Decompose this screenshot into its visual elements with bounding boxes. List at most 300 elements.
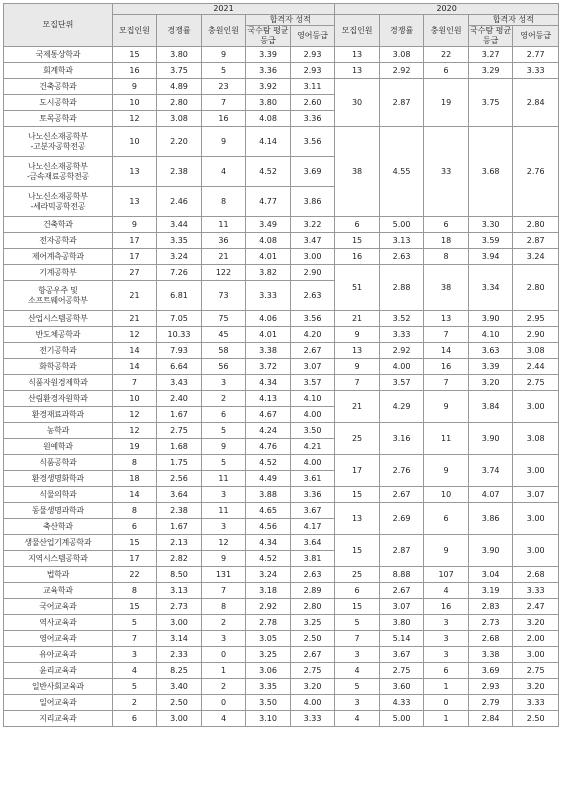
- cell-2021-quota: 12: [112, 111, 157, 127]
- cell-2021-english: 4.21: [290, 439, 335, 455]
- cell-2021-quota: 8: [112, 455, 157, 471]
- cell-2020-english: 3.20: [513, 679, 559, 695]
- cell-2021-quota: 17: [112, 233, 157, 249]
- cell-2020-quota: 13: [335, 47, 380, 63]
- cell-2021-csat: 4.67: [246, 407, 291, 423]
- cell-2020-quota: 13: [335, 63, 380, 79]
- table-row: [4, 711, 559, 727]
- cell-2020-english: 2.75: [513, 375, 559, 391]
- header-quota-2020: 모집인원: [335, 15, 380, 47]
- cell-2021-competition: 3.13: [157, 583, 202, 599]
- cell-2020-english: 3.00: [513, 391, 559, 423]
- cell-2021-competition: 6.64: [157, 359, 202, 375]
- dept-name: 나노신소재공학부 -세라믹공학전공: [4, 187, 113, 217]
- dept-name: 축산학과: [4, 519, 113, 535]
- cell-2021-extra: 3: [201, 519, 246, 535]
- cell-2020-english: 3.07: [513, 487, 559, 503]
- cell-2020-extra: 107: [424, 567, 469, 583]
- cell-2021-quota: 17: [112, 249, 157, 265]
- cell-2021-english: 3.36: [290, 487, 335, 503]
- cell-2020-quota: 38: [335, 127, 380, 217]
- cell-2021-extra: 75: [201, 311, 246, 327]
- cell-2021-extra: 21: [201, 249, 246, 265]
- cell-2020-competition: 3.33: [379, 327, 424, 343]
- cell-2021-csat: 3.36: [246, 63, 291, 79]
- dept-name: 지역시스템공학과: [4, 551, 113, 567]
- dept-name: 반도체공학과: [4, 327, 113, 343]
- cell-2020-extra: 0: [424, 695, 469, 711]
- cell-2021-competition: 7.05: [157, 311, 202, 327]
- cell-2020-english: 2.76: [513, 127, 559, 217]
- cell-2021-extra: 3: [201, 487, 246, 503]
- dept-name: 생물산업기계공학과: [4, 535, 113, 551]
- cell-2021-extra: 16: [201, 111, 246, 127]
- cell-2020-extra: 1: [424, 679, 469, 695]
- table-row: [4, 695, 559, 711]
- cell-2020-competition: 3.08: [379, 47, 424, 63]
- dept-name: 전자공학과: [4, 233, 113, 249]
- table-row: [4, 375, 559, 391]
- cell-2021-quota: 2: [112, 695, 157, 711]
- cell-2020-quota: 21: [335, 391, 380, 423]
- cell-2020-english: 2.50: [513, 711, 559, 727]
- cell-2020-extra: 38: [424, 265, 469, 311]
- cell-2021-competition: 1.67: [157, 407, 202, 423]
- dept-name: 국어교육과: [4, 599, 113, 615]
- cell-2020-extra: 22: [424, 47, 469, 63]
- cell-2020-competition: 4.55: [379, 127, 424, 217]
- cell-2021-quota: 6: [112, 519, 157, 535]
- cell-2020-csat: 3.68: [468, 127, 513, 217]
- cell-2021-english: 3.07: [290, 359, 335, 375]
- admissions-table: [3, 3, 559, 727]
- cell-2020-csat: 3.27: [468, 47, 513, 63]
- cell-2021-quota: 21: [112, 281, 157, 311]
- cell-2021-quota: 7: [112, 375, 157, 391]
- cell-2020-competition: 4.33: [379, 695, 424, 711]
- cell-2021-competition: 2.82: [157, 551, 202, 567]
- cell-2021-competition: 2.38: [157, 503, 202, 519]
- cell-2021-english: 2.67: [290, 647, 335, 663]
- cell-2021-quota: 19: [112, 439, 157, 455]
- cell-2021-csat: 3.06: [246, 663, 291, 679]
- cell-2020-quota: 13: [335, 503, 380, 535]
- header-extra-2020: 충원인원: [424, 15, 469, 47]
- cell-2021-csat: 4.24: [246, 423, 291, 439]
- cell-2020-csat: 3.20: [468, 375, 513, 391]
- cell-2021-english: 3.36: [290, 111, 335, 127]
- cell-2020-extra: 3: [424, 615, 469, 631]
- dept-name: 식품공학과: [4, 455, 113, 471]
- cell-2020-english: 2.90: [513, 327, 559, 343]
- cell-2021-quota: 12: [112, 423, 157, 439]
- cell-2021-csat: 4.49: [246, 471, 291, 487]
- cell-2021-english: 3.20: [290, 679, 335, 695]
- cell-2020-extra: 19: [424, 79, 469, 127]
- table-row: [4, 63, 559, 79]
- cell-2021-english: 3.67: [290, 503, 335, 519]
- cell-2020-competition: 2.67: [379, 583, 424, 599]
- cell-2020-quota: 9: [335, 359, 380, 375]
- cell-2021-english: 4.10: [290, 391, 335, 407]
- cell-2020-quota: 15: [335, 487, 380, 503]
- cell-2021-extra: 131: [201, 567, 246, 583]
- cell-2020-extra: 7: [424, 327, 469, 343]
- cell-2020-quota: 6: [335, 583, 380, 599]
- cell-2021-extra: 5: [201, 455, 246, 471]
- cell-2021-competition: 1.67: [157, 519, 202, 535]
- dept-name: 나노신소재공학부 -금속재료공학전공: [4, 157, 113, 187]
- cell-2021-english: 2.75: [290, 663, 335, 679]
- dept-name: 원예학과: [4, 439, 113, 455]
- cell-2020-competition: 5.14: [379, 631, 424, 647]
- cell-2021-quota: 10: [112, 95, 157, 111]
- cell-2021-extra: 5: [201, 63, 246, 79]
- table-row: [4, 249, 559, 265]
- cell-2020-competition: 2.92: [379, 63, 424, 79]
- cell-2021-extra: 56: [201, 359, 246, 375]
- dept-name: 산업시스템공학부: [4, 311, 113, 327]
- cell-2021-csat: 4.56: [246, 519, 291, 535]
- cell-2020-quota: 51: [335, 265, 380, 311]
- cell-2021-extra: 8: [201, 599, 246, 615]
- cell-2021-english: 4.17: [290, 519, 335, 535]
- cell-2021-competition: 2.56: [157, 471, 202, 487]
- cell-2020-competition: 3.52: [379, 311, 424, 327]
- cell-2021-extra: 1: [201, 663, 246, 679]
- cell-2021-competition: 3.43: [157, 375, 202, 391]
- table-row: [4, 265, 559, 281]
- cell-2020-english: 3.20: [513, 615, 559, 631]
- cell-2021-csat: 4.08: [246, 233, 291, 249]
- cell-2021-extra: 9: [201, 439, 246, 455]
- cell-2021-english: 2.50: [290, 631, 335, 647]
- cell-2020-csat: 3.63: [468, 343, 513, 359]
- dept-name: 화학공학과: [4, 359, 113, 375]
- dept-name: 윤리교육과: [4, 663, 113, 679]
- cell-2021-extra: 122: [201, 265, 246, 281]
- cell-2021-csat: 3.88: [246, 487, 291, 503]
- cell-2021-quota: 9: [112, 217, 157, 233]
- cell-2020-english: 2.80: [513, 265, 559, 311]
- cell-2021-quota: 8: [112, 503, 157, 519]
- cell-2020-extra: 33: [424, 127, 469, 217]
- cell-2020-extra: 7: [424, 375, 469, 391]
- cell-2021-extra: 9: [201, 47, 246, 63]
- table-row: [4, 455, 559, 471]
- dept-name: 항공우주 및 소프트웨어공학부: [4, 281, 113, 311]
- table-row: [4, 567, 559, 583]
- cell-2021-english: 3.61: [290, 471, 335, 487]
- dept-name: 나노신소재공학부 -고분자공학전공: [4, 127, 113, 157]
- cell-2020-competition: 2.75: [379, 663, 424, 679]
- cell-2021-quota: 7: [112, 631, 157, 647]
- dept-name: 교육학과: [4, 583, 113, 599]
- cell-2021-quota: 14: [112, 487, 157, 503]
- cell-2021-extra: 11: [201, 471, 246, 487]
- cell-2021-extra: 3: [201, 631, 246, 647]
- cell-2020-english: 3.00: [513, 535, 559, 567]
- cell-2021-csat: 4.06: [246, 311, 291, 327]
- cell-2021-english: 3.22: [290, 217, 335, 233]
- cell-2020-quota: 7: [335, 375, 380, 391]
- cell-2020-quota: 3: [335, 647, 380, 663]
- cell-2020-english: 3.33: [513, 583, 559, 599]
- cell-2021-csat: 4.13: [246, 391, 291, 407]
- header-competition-2021: 경쟁률: [157, 15, 202, 47]
- cell-2020-extra: 8: [424, 249, 469, 265]
- cell-2020-extra: 9: [424, 391, 469, 423]
- cell-2020-english: 2.68: [513, 567, 559, 583]
- cell-2021-extra: 36: [201, 233, 246, 249]
- cell-2021-csat: 4.76: [246, 439, 291, 455]
- cell-2020-english: 2.00: [513, 631, 559, 647]
- dept-name: 건축학과: [4, 217, 113, 233]
- cell-2020-csat: 3.19: [468, 583, 513, 599]
- table-row: [4, 647, 559, 663]
- cell-2021-quota: 15: [112, 535, 157, 551]
- dept-name: 법학과: [4, 567, 113, 583]
- table-row: [4, 663, 559, 679]
- cell-2021-extra: 11: [201, 217, 246, 233]
- cell-2021-csat: 3.82: [246, 265, 291, 281]
- cell-2020-csat: 2.83: [468, 599, 513, 615]
- cell-2020-extra: 11: [424, 423, 469, 455]
- dept-name: 농학과: [4, 423, 113, 439]
- cell-2021-english: 3.57: [290, 375, 335, 391]
- cell-2021-quota: 21: [112, 311, 157, 327]
- cell-2020-csat: 3.75: [468, 79, 513, 127]
- cell-2021-quota: 16: [112, 63, 157, 79]
- cell-2021-english: 2.89: [290, 583, 335, 599]
- cell-2020-competition: 4.00: [379, 359, 424, 375]
- cell-2020-csat: 3.90: [468, 423, 513, 455]
- cell-2021-extra: 11: [201, 503, 246, 519]
- cell-2021-csat: 2.78: [246, 615, 291, 631]
- cell-2020-csat: 3.59: [468, 233, 513, 249]
- cell-2021-extra: 7: [201, 95, 246, 111]
- cell-2020-english: 3.08: [513, 423, 559, 455]
- cell-2021-english: 2.63: [290, 281, 335, 311]
- cell-2021-csat: 3.39: [246, 47, 291, 63]
- cell-2021-competition: 3.08: [157, 111, 202, 127]
- cell-2021-csat: 4.34: [246, 375, 291, 391]
- cell-2020-competition: 3.16: [379, 423, 424, 455]
- cell-2021-english: 4.20: [290, 327, 335, 343]
- cell-2021-english: 2.60: [290, 95, 335, 111]
- cell-2021-competition: 3.64: [157, 487, 202, 503]
- cell-2021-competition: 2.46: [157, 187, 202, 217]
- cell-2021-english: 3.81: [290, 551, 335, 567]
- cell-2020-quota: 15: [335, 535, 380, 567]
- table-row: [4, 327, 559, 343]
- cell-2020-competition: 2.87: [379, 535, 424, 567]
- cell-2020-quota: 7: [335, 631, 380, 647]
- cell-2021-quota: 22: [112, 567, 157, 583]
- cell-2021-competition: 2.50: [157, 695, 202, 711]
- cell-2020-competition: 2.67: [379, 487, 424, 503]
- cell-2020-quota: 17: [335, 455, 380, 487]
- table-row: [4, 127, 559, 157]
- cell-2021-quota: 13: [112, 157, 157, 187]
- table-row: [4, 359, 559, 375]
- cell-2021-english: 3.86: [290, 187, 335, 217]
- cell-2020-competition: 2.87: [379, 79, 424, 127]
- dept-name: 환경재료과학과: [4, 407, 113, 423]
- cell-2021-extra: 5: [201, 423, 246, 439]
- dept-name: 회계학과: [4, 63, 113, 79]
- cell-2021-competition: 2.13: [157, 535, 202, 551]
- cell-2020-extra: 3: [424, 631, 469, 647]
- cell-2021-csat: 3.49: [246, 217, 291, 233]
- cell-2021-competition: 3.75: [157, 63, 202, 79]
- cell-2021-extra: 2: [201, 391, 246, 407]
- cell-2021-english: 2.90: [290, 265, 335, 281]
- cell-2021-competition: 6.81: [157, 281, 202, 311]
- dept-name: 도시공학과: [4, 95, 113, 111]
- cell-2020-csat: 3.90: [468, 535, 513, 567]
- cell-2021-competition: 3.24: [157, 249, 202, 265]
- cell-2021-csat: 2.92: [246, 599, 291, 615]
- cell-2020-extra: 6: [424, 503, 469, 535]
- cell-2021-competition: 10.33: [157, 327, 202, 343]
- cell-2021-competition: 3.14: [157, 631, 202, 647]
- cell-2020-competition: 3.57: [379, 375, 424, 391]
- cell-2021-competition: 2.73: [157, 599, 202, 615]
- cell-2021-quota: 14: [112, 359, 157, 375]
- table-row: [4, 233, 559, 249]
- header-result-2021: 합격자 성적: [246, 15, 335, 26]
- dept-name: 식품자원경제학과: [4, 375, 113, 391]
- cell-2021-competition: 3.44: [157, 217, 202, 233]
- cell-2021-english: 3.11: [290, 79, 335, 95]
- cell-2020-english: 3.00: [513, 503, 559, 535]
- table-body: [4, 47, 559, 727]
- cell-2020-competition: 2.76: [379, 455, 424, 487]
- cell-2020-csat: 3.38: [468, 647, 513, 663]
- cell-2021-competition: 8.50: [157, 567, 202, 583]
- cell-2020-csat: 3.30: [468, 217, 513, 233]
- cell-2021-csat: 4.34: [246, 535, 291, 551]
- header-competition-2020: 경쟁률: [379, 15, 424, 47]
- cell-2021-csat: 4.52: [246, 157, 291, 187]
- cell-2021-csat: 4.77: [246, 187, 291, 217]
- cell-2020-quota: 6: [335, 217, 380, 233]
- cell-2021-extra: 45: [201, 327, 246, 343]
- dept-name: 국제통상학과: [4, 47, 113, 63]
- cell-2021-competition: 2.20: [157, 127, 202, 157]
- cell-2021-csat: 4.08: [246, 111, 291, 127]
- cell-2021-english: 3.64: [290, 535, 335, 551]
- cell-2020-english: 2.87: [513, 233, 559, 249]
- cell-2020-extra: 16: [424, 599, 469, 615]
- cell-2020-extra: 13: [424, 311, 469, 327]
- cell-2020-quota: 21: [335, 311, 380, 327]
- cell-2021-competition: 2.80: [157, 95, 202, 111]
- dept-name: 건축공학과: [4, 79, 113, 95]
- cell-2021-english: 3.33: [290, 711, 335, 727]
- cell-2021-quota: 12: [112, 327, 157, 343]
- cell-2020-english: 3.00: [513, 647, 559, 663]
- cell-2021-csat: 3.50: [246, 695, 291, 711]
- cell-2021-english: 3.00: [290, 249, 335, 265]
- cell-2020-csat: 2.79: [468, 695, 513, 711]
- table-row: [4, 583, 559, 599]
- cell-2021-competition: 3.00: [157, 615, 202, 631]
- header-unit: 모집단위: [4, 4, 113, 47]
- cell-2021-english: 4.00: [290, 407, 335, 423]
- cell-2020-csat: 3.90: [468, 311, 513, 327]
- cell-2021-quota: 10: [112, 127, 157, 157]
- cell-2020-csat: 2.73: [468, 615, 513, 631]
- cell-2020-csat: 4.07: [468, 487, 513, 503]
- cell-2021-competition: 3.40: [157, 679, 202, 695]
- cell-2021-extra: 0: [201, 647, 246, 663]
- cell-2021-competition: 4.89: [157, 79, 202, 95]
- table-row: [4, 47, 559, 63]
- cell-2020-csat: 3.34: [468, 265, 513, 311]
- cell-2020-quota: 9: [335, 327, 380, 343]
- cell-2021-quota: 3: [112, 647, 157, 663]
- cell-2020-english: 2.44: [513, 359, 559, 375]
- cell-2021-csat: 4.65: [246, 503, 291, 519]
- cell-2020-quota: 4: [335, 663, 380, 679]
- cell-2021-csat: 4.14: [246, 127, 291, 157]
- cell-2020-competition: 2.69: [379, 503, 424, 535]
- header-year-2020: 2020: [335, 4, 559, 15]
- cell-2021-competition: 2.75: [157, 423, 202, 439]
- cell-2021-english: 2.67: [290, 343, 335, 359]
- cell-2021-english: 2.63: [290, 567, 335, 583]
- table-row: [4, 343, 559, 359]
- cell-2021-quota: 14: [112, 343, 157, 359]
- cell-2020-competition: 5.00: [379, 217, 424, 233]
- table-row: [4, 311, 559, 327]
- cell-2021-csat: 3.10: [246, 711, 291, 727]
- cell-2020-competition: 3.80: [379, 615, 424, 631]
- cell-2020-csat: 3.29: [468, 63, 513, 79]
- cell-2021-competition: 1.68: [157, 439, 202, 455]
- dept-name: 지리교육과: [4, 711, 113, 727]
- cell-2021-competition: 2.33: [157, 647, 202, 663]
- cell-2021-competition: 3.35: [157, 233, 202, 249]
- cell-2020-csat: 3.84: [468, 391, 513, 423]
- cell-2020-quota: 25: [335, 567, 380, 583]
- table-row: [4, 217, 559, 233]
- cell-2020-english: 3.00: [513, 455, 559, 487]
- cell-2020-competition: 4.29: [379, 391, 424, 423]
- cell-2021-quota: 4: [112, 663, 157, 679]
- cell-2021-csat: 3.80: [246, 95, 291, 111]
- table-row: [4, 679, 559, 695]
- cell-2021-competition: 3.80: [157, 47, 202, 63]
- cell-2020-csat: 3.94: [468, 249, 513, 265]
- cell-2021-extra: 58: [201, 343, 246, 359]
- cell-2020-quota: 13: [335, 343, 380, 359]
- cell-2020-english: 2.77: [513, 47, 559, 63]
- table-row: [4, 423, 559, 439]
- cell-2021-quota: 9: [112, 79, 157, 95]
- cell-2021-quota: 5: [112, 679, 157, 695]
- cell-2021-quota: 10: [112, 391, 157, 407]
- cell-2021-csat: 3.24: [246, 567, 291, 583]
- cell-2021-extra: 4: [201, 157, 246, 187]
- cell-2021-csat: 3.35: [246, 679, 291, 695]
- header-result-2020: 합격자 성적: [468, 15, 558, 26]
- cell-2021-english: 3.69: [290, 157, 335, 187]
- cell-2021-quota: 15: [112, 599, 157, 615]
- cell-2021-english: 2.93: [290, 47, 335, 63]
